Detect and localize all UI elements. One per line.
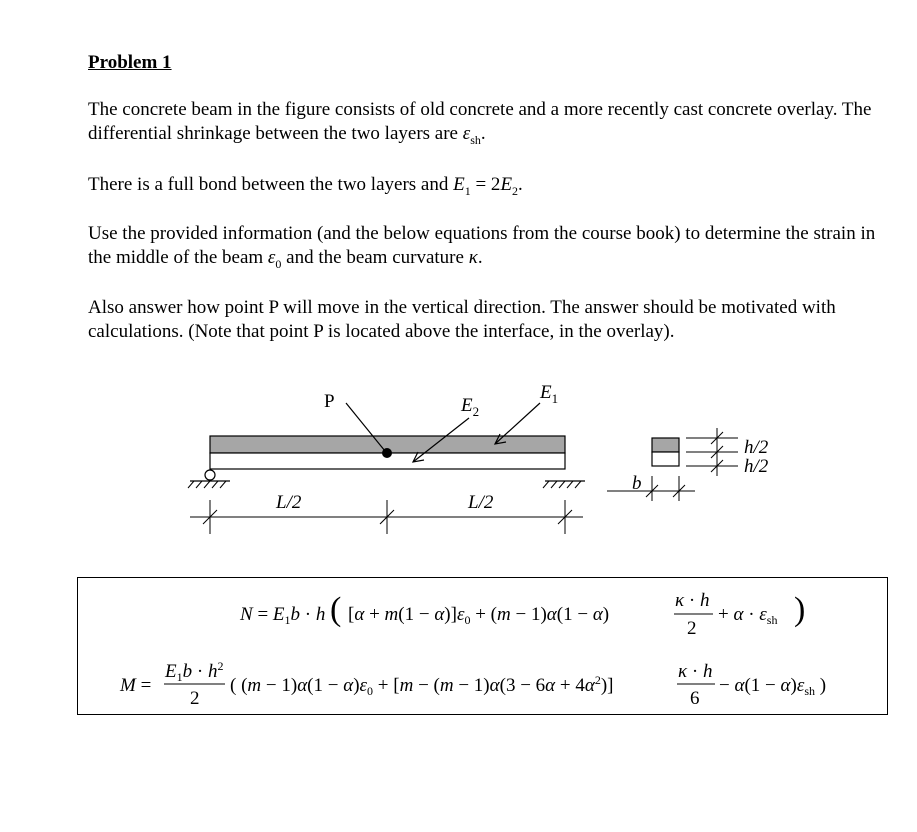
p2-text: There is a full bond between the two layers and [88,174,454,195]
svg-text:6: 6 [690,688,700,709]
label-h-bottom: h/2 [744,456,769,477]
p3-end: . [477,247,483,268]
p2-mid: = 2 [470,174,501,195]
svg-text:): ) [794,591,806,628]
svg-text:κ · h: κ · h [675,590,710,611]
problem-title: Problem 1 [88,52,172,73]
svg-text:E1b · h2: $E_1b \cdot h^2$ [165,659,224,684]
label-l-half-left: L/2 [276,492,302,513]
p2-e2: E [500,174,513,195]
label-p: P [324,391,335,412]
cross-section [607,428,738,501]
p3-eps: ε [267,247,276,268]
p3-text: Use the provided information (and the below equations from the course book) to determine the strain in the middle of the beam [88,223,876,268]
p1-end: . [480,123,486,144]
equations-rendering [78,578,889,716]
p1-subscript: sh [470,132,481,147]
label-e1: $E_1$ [540,382,559,406]
svg-text:2: 2 [190,688,200,709]
p1-text: The concrete beam in the figure consists of old concrete and a more recently cast concrete overlay. The differential shrinkage between the two layers are [88,99,872,144]
svg-text:+ α · εsh: + $\alpha \cdot \varepsilon_{sh}$ [718,604,778,627]
svg-text:κ · h: κ · h [678,661,713,682]
label-b: b [632,473,642,494]
p2-e1: E [453,174,465,195]
svg-text:( (m − 1)α(1 − α)ε0 + [m − (m: ( $(m - 1)\alpha(1 - \alpha)\varepsilon_0 + [m - (m - 1)\alpha(3 - 6\alpha + 4\alpha^2)]$ [230,673,614,698]
svg-text:− α(1 − α)εsh ): − $\alpha(1 - \alpha)\varepsilon_{sh}$ ) [719,675,827,698]
p3-eps-sub: 0 [275,256,282,271]
right-support [543,481,585,488]
p4-text: Also answer how point P will move in the vertical direction. The answer should be motivated with calculations. (Note that point P is located above the interface, in the overlay). [88,297,836,342]
left-support [188,470,230,488]
svg-text:N = E1b · h: $N = E_1b \cdot h$ [240,604,326,627]
svg-text:[α + m(1 − α)]ε0 + (m − 1)α(1: $[\alpha + m(1 - \alpha)]\varepsilon_0 + (m - 1)\alpha(1 - \alpha)$ [348,604,610,627]
label-e2: $E_2$ [461,395,480,419]
label-l-half-right: L/2 [468,492,494,513]
p3-kappa: κ [468,247,478,268]
p1-symbol: ε [462,123,471,144]
svg-text:M =: M = [120,675,152,696]
p3-text-b: and the beam curvature [281,247,469,268]
p2-e2-sub: 2 [512,183,519,198]
span-dimension [190,500,583,534]
p2-end: . [518,174,523,195]
svg-text:2: 2 [687,618,697,639]
equations-box [77,577,888,715]
svg-text:(: ( [330,591,342,628]
m-equation [119,659,826,709]
label-h-top: h/2 [744,437,769,458]
p2-e1-sub: 1 [464,183,471,198]
n-equation [239,590,805,639]
